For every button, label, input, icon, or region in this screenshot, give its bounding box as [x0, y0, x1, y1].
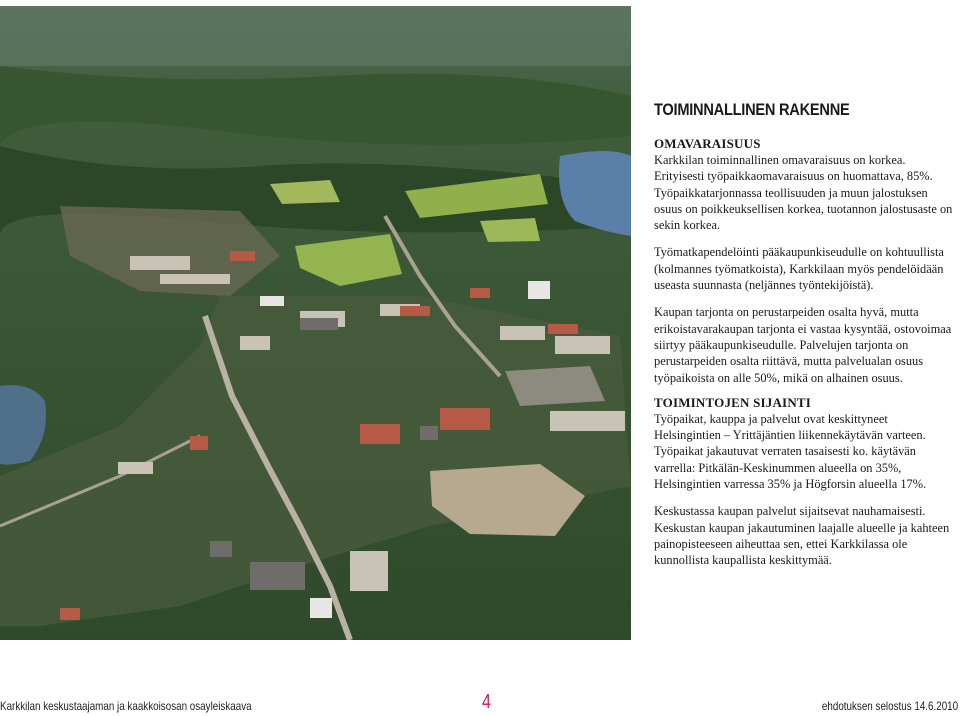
page-number: 4: [482, 691, 491, 713]
main-heading: TOIMINNALLINEN RAKENNE: [654, 100, 850, 119]
page-footer: [0, 691, 960, 716]
aerial-photo-illustration: [0, 6, 631, 640]
aerial-photo: [0, 6, 631, 640]
paragraph: Kaupan tarjonta on perustarpeiden osalta hyvä, mutta erikoistavarakaupan tarjonta ei vastaa kysyntää, ostovoimaa siirtyy pääkaupunkiseudulle. Palvelujen tarjonta on perustarpeiden osalta riittävä, mutta palvelualan osuus työpaikoista on alle 50%, mikä on alhainen osuus.: [654, 305, 952, 385]
section-heading-omavaraisuus: OMAVARAISUUS: [654, 136, 761, 151]
paragraph: Keskustassa kaupan palvelut sijaitsevat nauhamaisesti. Keskustan kaupan jakautuminen laajalle alueelle ja kahteen painopisteeseen aiheuttaa sen, ettei Karkkilassa ole kunnollista kaupallista keskittymää.: [654, 504, 950, 568]
paragraph: Työpaikat, kauppa ja palvelut ovat keskittyneet Helsingintien – Yrittäjäntien liikennekäytävän varteen. Työpaikat jakautuvat verraten tasaisesti ko. käytävän varrella: Pitkälän-Keskinummen alueella on 35%, Helsingintien varressa 35% ja Högforsin alueella 17%.: [654, 411, 927, 492]
paragraph: Työmatkapendelöinti pääkaupunkiseudulle on kohtuullista (kolmannes työmatkoista), Karkkilaan myös pendelöidään useasta suunnasta (neljännes työntekijöistä).: [654, 245, 944, 293]
paragraph: Karkkilan toiminnallinen omavaraisuus on korkea. Erityisesti työpaikkaomavaraisuus on huomattava, 85%. Työpaikkatarjonnassa teollisuuden ja muun jalostuksen osuus on poikkeuksellisen korkea, tuotannon jalostusaste on sekin korkea.: [654, 153, 953, 233]
footer-document-date: ehdotuksen selostus 14.6.2010: [821, 699, 958, 713]
footer-document-title: Karkkilan keskustaajaman ja kaakkoisosan osayleiskaava: [0, 699, 252, 713]
section-heading-toimintojen-sijainti: TOIMINTOJEN SIJAINTI: [654, 394, 812, 410]
text-column: [654, 100, 954, 580]
